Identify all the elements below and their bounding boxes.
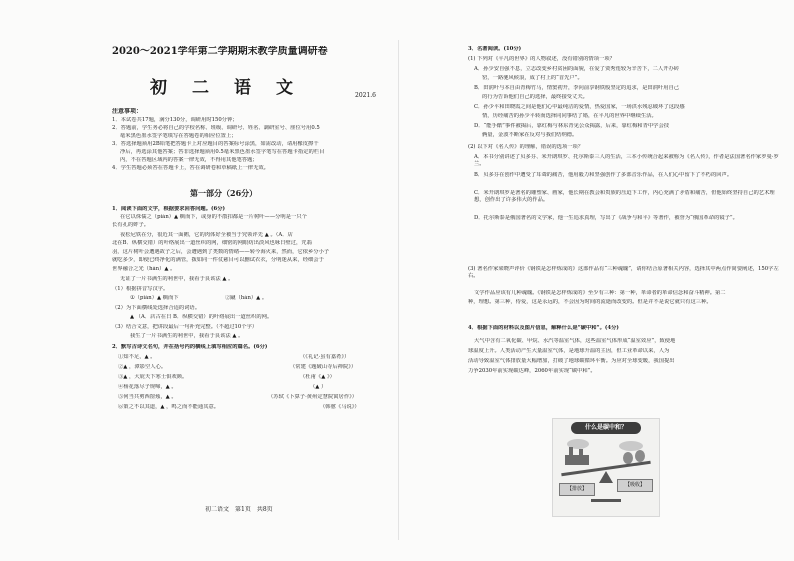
sub-question: （2）为下面横线处选择合适的词语。 [112, 305, 201, 311]
question-1-stem: 1．阅读下面的文字，根据要求回答问题。(6分) [112, 206, 226, 212]
part-one-heading: 第一部分（26分） [190, 188, 258, 198]
emission-pan: 【排放】 [559, 483, 595, 496]
note-line: 净后，再选涂其他答案；答非选择题须用0.5毫米黑色墨水签字笔写在答题卡指定的栏目 [120, 149, 325, 155]
sub-question: (3) 著名作家梁晓声评价《钢铁是怎样炼成的》这部作品有“三种魂魄”，请你结合原著相关内容，选择其中两点作简要阐述，150字左右。 [468, 266, 779, 279]
option-line: 俩量，金波不断家在反对与我们结纳德。 [482, 132, 578, 138]
page-one [0, 0, 392, 561]
exam-title: 2020～2021学年第二学期期末教学质量调研卷 [112, 46, 328, 57]
sub-question: (1) 下列对《平凡的世界》的人物叙述，没有错别的情项一项？ [468, 56, 615, 62]
poem-source: （常建《题破山寺后禅院》） [290, 364, 357, 370]
passage-line: 羽，这片树叶会遭遇故子之后，会遭遇到了类数的情绪——转今海火来，然而，它依乡分小子 [112, 249, 330, 255]
chimney-icon [579, 449, 583, 455]
scale-base [591, 499, 621, 502]
sub-question: （3）结合文意，把讲段最后一句补充完整。（不超过10个字） [112, 324, 258, 330]
subject-title: 初 二 语 文 [150, 78, 297, 98]
option-line: 的行为告诉他们自己的选择，最终接受丈夫。 [482, 94, 588, 100]
page-divider [398, 40, 399, 540]
page-footer: 初二语文 第1页 共8页 [205, 506, 273, 513]
illustration-title: 什么是碳中和？ [571, 422, 641, 434]
question-2-stem: 2．默写古诗文名句，并在括号内的横线上填写相应的篇名。(6分) [112, 344, 268, 350]
question-3-stem: 3．名著阅读。(10分) [468, 46, 522, 52]
poem-line: ⑤何当共剪西窗烛，▲ 。 [118, 394, 177, 400]
passage-line: 就吃多少，即使已终净化的满管，拨如同一件仗慈目可以删试衣衣，分明迷从来，经细会于 [112, 257, 324, 263]
absorption-pan: 【吸收】 [617, 479, 653, 492]
note-line: 内，不在答题区域内的答案一律无效，不得用其他笔答题； [120, 157, 258, 163]
scale-fulcrum [599, 471, 613, 483]
note-line: 3．答选择题须用2B铅笔把答题卡上对应题目的答案标号涂黑，如需改动，请用橡皮擦干 [112, 141, 319, 147]
extra-line: 种，理想。第三种，侍爱，这是永远的，不会因为时间的流逝而改变的。但是并不是说它就只有这三种。 [468, 299, 712, 305]
option-line: 情，历经痛苦的孙少平转而选择同同事结了婚，在平凡的世界中继续生活。 [482, 113, 657, 119]
tree-icon [635, 450, 645, 462]
option-line: D．托尔斯泰是俄国著名的文学家，他一生追求真理，写出了《战争与和平》等著作，被誉为“俄国革命的镜子”。 [474, 215, 738, 221]
material-line: 力争2030年前实现碳达峰，2060年前实现“碳中和”。 [468, 368, 596, 374]
option-line: B．田润叶与本自由青梅竹马，情窦初开，李向前享钢铁般坚定的追求，是田润叶用自己 [474, 85, 680, 91]
material-line: 活动导致温室气体排放量大幅增加，打破了地球碳循环平衡。为应对全球变暖，我国提出 [468, 358, 675, 364]
material-line: 大气中含有二氧化碳、甲烷、水汽等温室气体，这些温室气体形成“温室效应”，致使地 [474, 338, 676, 344]
passage-line: 北在B．纵横交错）的叶络展出一道丝织的网，细密的网眼纺出淡风也咏日壁过，咒翡 [112, 240, 312, 246]
blank-item: ①（pián）▲ 瘸而下 [130, 295, 179, 301]
option-line: C．孙少平和田晓霞之间是他们心中最纯洁的爱情，热爱国家，一场洪水残忍破坏了这段感 [474, 104, 685, 110]
poem-line: ②▲ ，潭影空人心。 [118, 364, 167, 370]
option-line: A．孙少安自强不息，立志改变乡村贫困的面貌，在爱了贾秀莲较为辛苦下，二人开办砖 [474, 66, 680, 72]
note-line: 4．学生答题必须答在答题卡上，答在调研卷和草稿纸上一律无效。 [112, 165, 269, 171]
passage-line: 长有孔的蚱子。 [112, 222, 150, 228]
exam-date: 2021.6 [355, 92, 376, 99]
option-line: 窑，一路驰风候浪，成了村上的“首先户”。 [482, 75, 583, 81]
poem-source: （韩愈《马说》） [320, 404, 360, 410]
answer-line: 无证了一片书满生的利世中，我看于良该法 ▲ 。 [120, 276, 234, 282]
blank-item: ②蹴（hán）▲ 。 [225, 295, 268, 301]
tree-icon [623, 452, 633, 464]
carbon-neutral-illustration [552, 418, 660, 517]
blank-item: ▲ （A．店古在日 B．纵横交错）的叶络展出一道丝织的网。 [130, 314, 273, 320]
option-line: B．贝多芬在创作中遭受了耳聋的痛苦，他用毅力和坚强创作了多部音乐作品，在人们心中留下了不朽的回声。 [474, 172, 733, 178]
passage-line: 在它以侏儒之（pián）▲ 瘸而下，或身的不散扣都是一片树叶——分明是一只个 [120, 214, 307, 220]
poem-line: ③▲ ，大庇天下寒士俱欢颜。 [118, 374, 188, 380]
note-line: 毫米黑色墨水签字笔填写在答题卷的相应位置上； [120, 133, 237, 139]
chimney-icon [569, 447, 573, 455]
option-line: A．本书分别讲述了贝多芬、米开朗琪罗、托尔斯泰三人的生活，三本小传统合起来被称为《名人传》，作者是法国著名作家罗曼·罗兰。 [474, 154, 779, 167]
notes-heading: 注意事项： [112, 108, 143, 115]
poem-line: ⑥策之不以其道，▲ ，鸣之而不能通其意。 [118, 404, 220, 410]
material-line: 球温度上升。人类活动产生大量温室气体，是地球升温的主因，但工业革命以来，人为 [468, 348, 670, 354]
poem-source: （杜甫《▲ 》） [300, 374, 335, 380]
blank-item: 我生了一片书满生的利世中，我看于良该法 ▲ 。 [130, 333, 244, 339]
note-line: 2．答题前，学生务必将自己的学校名称、班级、调研号、姓名、調研室号、座位号用0.5 [112, 125, 320, 131]
question-4-stem: 4．根据下面的材料以及图片信息，解释什么是“碳中和”。(4分) [468, 325, 619, 331]
sub-question: （1）根据拼音写汉字。 [112, 286, 169, 292]
passage-line: 世界融合之光（hán）▲ 。 [112, 266, 176, 272]
poem-line: ④杨花落尽子规啼，▲ 。 [118, 384, 177, 390]
option-line: C．米开朗琪罗是著名的雕塑家、画家，他长期在教会和贵族的压迫下工作，内心充满了矛盾和痛苦，但他始终坚持自己的艺术理想，创作出了许多伟大的作品。 [474, 190, 775, 203]
option-line: D．“能手酷”事件被揭后，靠红梅与林东青见公众揭露，后来，靠红梅和青中学会技 [474, 123, 670, 129]
poem-source: （《礼记·虽有嘉肴》） [300, 354, 350, 360]
poem-source: （苏轼《卜算子·黄州定慧院寓居作》） [268, 394, 358, 400]
factory-icon [565, 455, 589, 465]
poem-source: （▲ ） [310, 384, 327, 390]
sub-question: (2) 以下对《名人传》的理解，错误的选项一项？ [468, 144, 584, 150]
extra-line: 文学作品应该有几种魂魄。《钢铁是怎样炼成的》至少有三种：第一种，革命者的革命信念和奋斗精神。第二 [474, 290, 726, 296]
passage-line: 夜松尼铁在分，很近其一面鹅，它的肉体好全被当于究领评先 ▲ 。（A．店 [120, 232, 293, 238]
note-line: 1．本试卷共17题，满分130分，调研用时150分钟； [112, 117, 238, 123]
poem-line: ①知不足，▲ 。 [118, 354, 156, 360]
